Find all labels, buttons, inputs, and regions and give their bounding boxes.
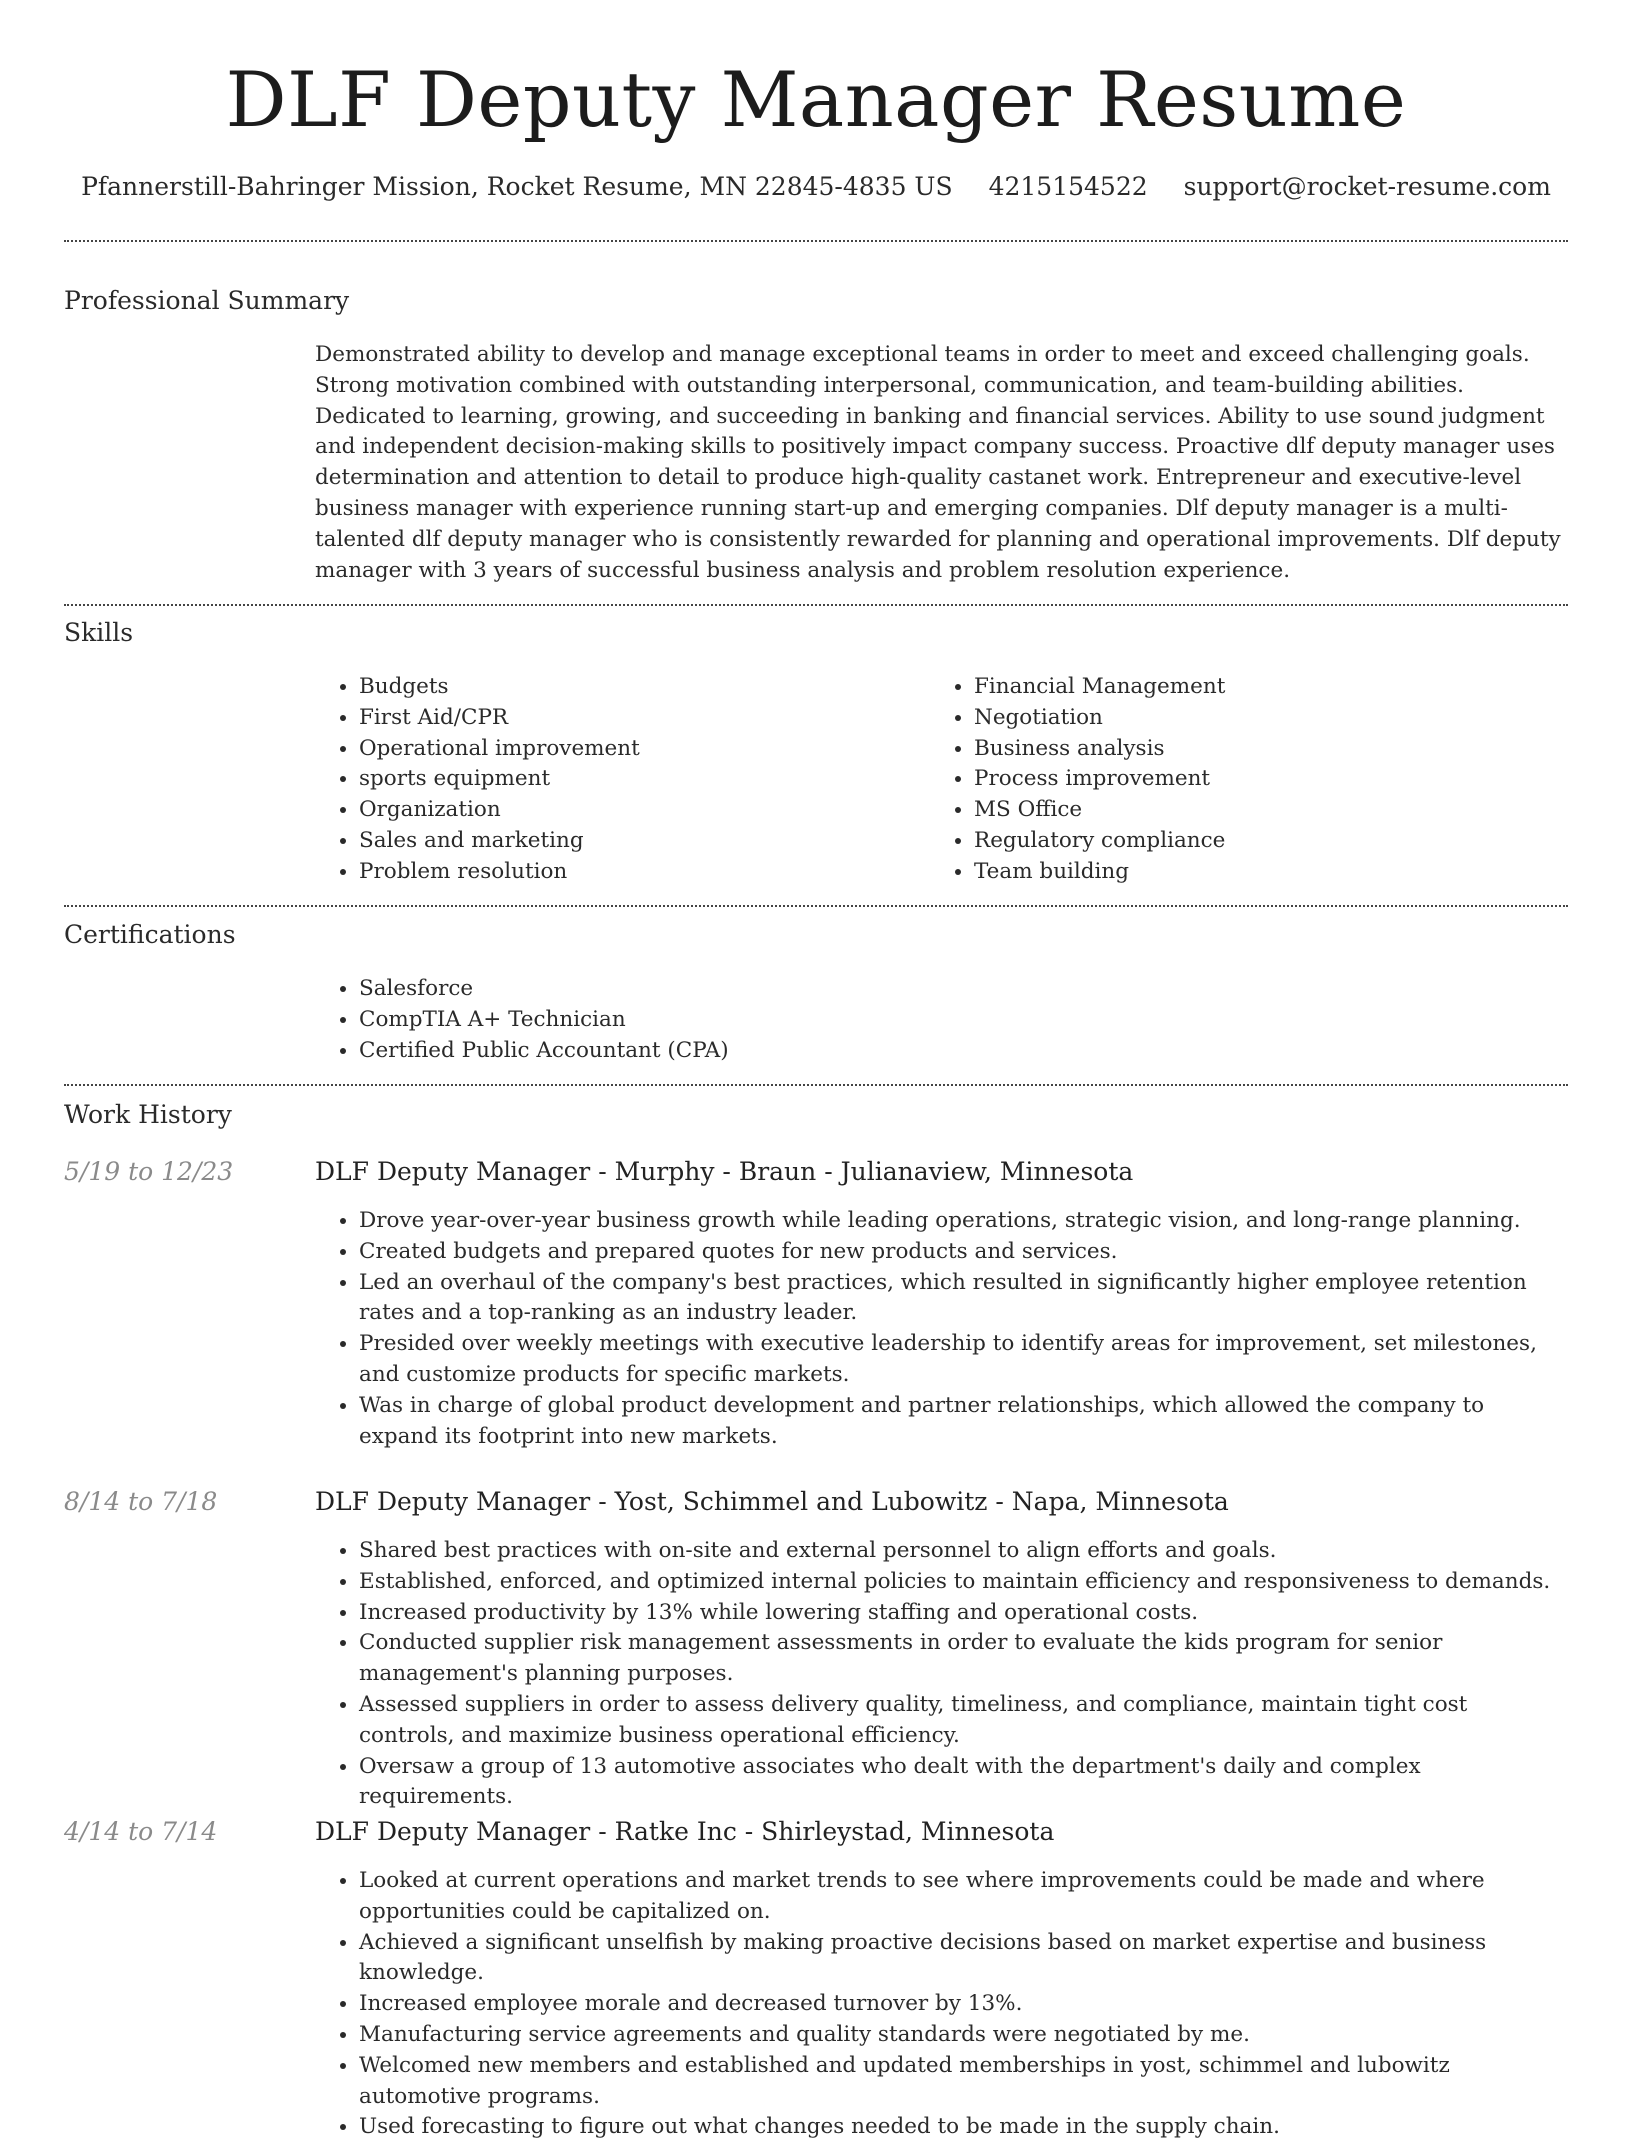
- job-title: DLF Deputy Manager - Ratke Inc - Shirleystad, Minnesota: [315, 1817, 1055, 1846]
- certification-item: • Certified Public Accountant (CPA): [359, 1036, 1568, 1067]
- job-dates: 5/19 to 12/23: [64, 1157, 234, 1186]
- skill-item: • Business analysis: [974, 734, 1530, 765]
- job-bullet: • Was in charge of global product development and partner relationships, which allowed the company to expand its footprint into new markets.: [359, 1391, 1568, 1453]
- job-bullets: [315, 1866, 1568, 2143]
- contact-line: [0, 170, 1632, 204]
- job-title: DLF Deputy Manager - Yost, Schimmel and Lubowitz - Napa, Minnesota: [315, 1487, 1229, 1516]
- divider: [64, 1084, 1568, 1086]
- resume-title: DLF Deputy Manager Resume: [225, 55, 1407, 144]
- divider: [64, 604, 1568, 606]
- contact-phone: 4215154522: [988, 172, 1148, 201]
- job-bullet: • Welcomed new members and established and updated memberships in yost, schimmel and lubowitz automotive programs.: [359, 2051, 1568, 2113]
- certifications-heading: Certifications: [64, 920, 236, 949]
- skill-item: • sports equipment: [359, 764, 915, 795]
- certifications-list: [315, 974, 1568, 1066]
- job-bullet: • Oversaw a group of 13 automotive associates who dealt with the department's daily and complex requirements.: [359, 1752, 1568, 1814]
- job-bullet: • Achieved a significant unselfish by making proactive decisions based on market expertise and business knowledge.: [359, 1928, 1568, 1990]
- skills-heading: Skills: [64, 618, 134, 647]
- skill-item: • Regulatory compliance: [974, 826, 1530, 857]
- job-bullet: • Looked at current operations and market trends to see where improvements could be made and where opportunities could be capitalized on.: [359, 1866, 1568, 1928]
- job-title: DLF Deputy Manager - Murphy - Braun - Julianaview, Minnesota: [315, 1157, 1134, 1186]
- skill-item: • Operational improvement: [359, 734, 915, 765]
- skill-item: • Organization: [359, 795, 915, 826]
- summary-text: Demonstrated ability to develop and manage exceptional teams in order to meet and exceed challenging goals. Strong motivation combined with outstanding interpersonal, communication, and team-building abilities. Dedicated to learning, growing, and succeeding in banking and financial services. Ability to use sound judgment and independent decision-making skills to positively impact company success. Proactive dlf deputy manager uses determination and attention to detail to produce high-quality castanet work. Entrepreneur and executive-level business manager with experience running start-up and emerging companies. Dlf deputy manager is a multi-talented dlf deputy manager who is consistently rewarded for planning and operational improvements. Dlf deputy manager with 3 years of successful business analysis and problem resolution experience.: [315, 342, 1561, 583]
- skill-item: • Sales and marketing: [359, 826, 915, 857]
- skill-item: • MS Office: [974, 795, 1530, 826]
- work-history-heading: Work History: [64, 1100, 232, 1129]
- skill-item: • Financial Management: [974, 672, 1530, 703]
- skills-column-right: [930, 672, 1530, 888]
- job-bullet: • Manufacturing service agreements and quality standards were negotiated by me.: [359, 2020, 1568, 2051]
- job-bullet: • Created budgets and prepared quotes for new products and services.: [359, 1237, 1568, 1268]
- job-bullet: • Increased employee morale and decreased turnover by 13%.: [359, 1989, 1568, 2020]
- job-bullet: • Shared best practices with on-site and external personnel to align efforts and goals.: [359, 1536, 1568, 1567]
- skill-item: • Problem resolution: [359, 857, 915, 888]
- contact-address: Pfannerstill-Bahringer Mission, Rocket Resume, MN 22845-4835 US: [81, 172, 953, 201]
- job-bullet: • Led an overhaul of the company's best practices, which resulted in significantly higher employee retention rates and a top-ranking as an industry leader.: [359, 1268, 1568, 1330]
- job-dates: 8/14 to 7/18: [64, 1487, 218, 1516]
- skill-item: • First Aid/CPR: [359, 703, 915, 734]
- job-bullet: • Used forecasting to figure out what changes needed to be made in the supply chain.: [359, 2112, 1568, 2143]
- job-bullet: • Increased productivity by 13% while lowering staffing and operational costs.: [359, 1598, 1568, 1629]
- skills-column-left: [315, 672, 915, 888]
- job-bullet: • Assessed suppliers in order to assess delivery quality, timeliness, and compliance, maintain tight cost controls, and maximize business operational efficiency.: [359, 1690, 1568, 1752]
- skill-item: • Process improvement: [974, 764, 1530, 795]
- job-bullet: • Established, enforced, and optimized internal policies to maintain efficiency and responsiveness to demands.: [359, 1567, 1568, 1598]
- certification-item: • CompTIA A+ Technician: [359, 1005, 1568, 1036]
- skill-item: • Budgets: [359, 672, 915, 703]
- job-bullets: [315, 1206, 1568, 1452]
- job-dates: 4/14 to 7/14: [64, 1817, 218, 1846]
- certification-item: • Salesforce: [359, 974, 1568, 1005]
- contact-email: support@rocket-resume.com: [1183, 172, 1551, 201]
- skill-item: • Negotiation: [974, 703, 1530, 734]
- job-bullet: • Conducted supplier risk management assessments in order to evaluate the kids program for senior management's planning purposes.: [359, 1628, 1568, 1690]
- skill-item: • Team building: [974, 857, 1530, 888]
- summary-heading: Professional Summary: [64, 286, 350, 315]
- job-bullet: • Drove year-over-year business growth while leading operations, strategic vision, and long-range planning.: [359, 1206, 1568, 1237]
- divider: [64, 905, 1568, 907]
- job-bullets: [315, 1536, 1568, 1813]
- job-bullet: • Presided over weekly meetings with executive leadership to identify areas for improvement, set milestones, and customize products for specific markets.: [359, 1329, 1568, 1391]
- divider: [64, 240, 1568, 242]
